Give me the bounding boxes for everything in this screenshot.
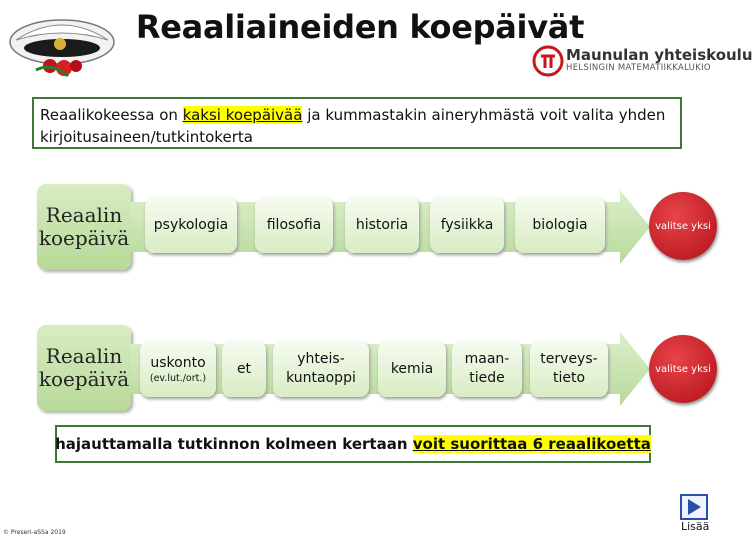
subject-fysiikka: fysiikka [430, 197, 504, 253]
subject-terveystieto: terveys-tieto [530, 341, 608, 397]
pi-logo-icon [532, 45, 564, 77]
subject-uskonto: uskonto (ev.lut./ort.) [140, 341, 216, 397]
subject-maantiede: maan-tiede [452, 341, 522, 397]
intro-text: Reaalikokeessa on [40, 106, 183, 124]
choose-one-badge-1: valitse yksi [649, 192, 717, 260]
subject-uskonto-note: (ev.lut./ort.) [149, 372, 207, 384]
subject-kemia: kemia [378, 341, 446, 397]
more-button[interactable] [678, 494, 712, 538]
subject-yhteiskuntaoppi: yhteis-kuntaoppi [273, 341, 369, 397]
intro-text-rest: ja kummastakin aineryhmästä voit valita yhden kirjoitusaineen/tutkintokerta [40, 106, 666, 146]
subject-psykologia: psykologia [145, 197, 237, 253]
choose-one-badge-2: valitse yksi [649, 335, 717, 403]
intro-text-box [32, 97, 682, 149]
intro-highlight: kaksi koepäivää [182, 106, 303, 124]
school-name: Maunulan yhteiskoulu [566, 46, 753, 64]
exam-day-2: Reaalin koepäivä [37, 325, 131, 411]
graduation-cap-icon [2, 4, 120, 80]
subject-biologia: biologia [515, 197, 605, 253]
subject-et: et [222, 341, 266, 397]
page-title: Reaaliaineiden koepäivät [135, 8, 585, 46]
subject-filosofia: filosofia [255, 197, 333, 253]
copyright: © Preseri-aSSa 2019 [3, 529, 66, 536]
subject-historia: historia [345, 197, 419, 253]
exam-day-1: Reaalin koepäivä [37, 184, 131, 270]
summary-text: hajauttamalla tutkinnon kolmeen kertaan [55, 435, 408, 453]
summary-box [55, 425, 651, 463]
summary-highlight: voit suorittaa 6 reaalikoetta [412, 435, 651, 453]
next-arrow-icon [680, 494, 708, 520]
more-label[interactable]: Lisää [681, 520, 710, 533]
school-subtitle: HELSINGIN MATEMATIIKKALUKIO [566, 63, 711, 73]
